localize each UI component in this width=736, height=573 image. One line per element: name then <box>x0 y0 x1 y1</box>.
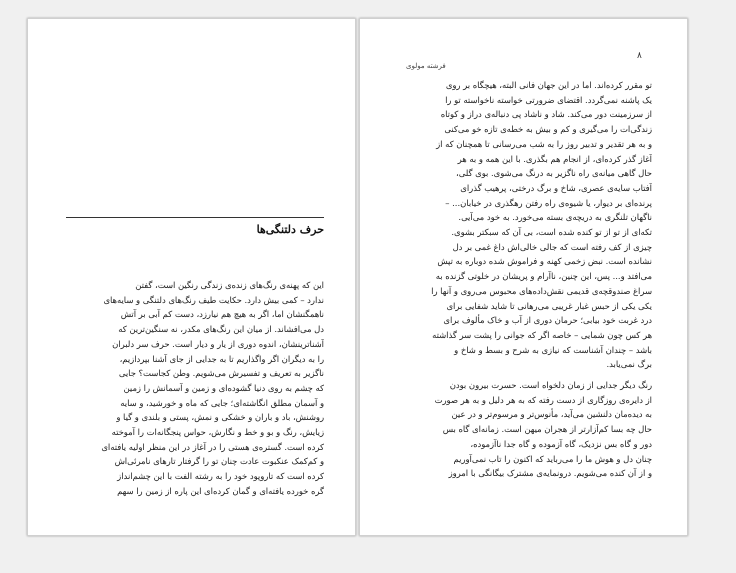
text-line: باشد – چندان آشناست که نیازی به شرح و بسط و شاخ و <box>454 344 652 355</box>
text-line: درد غربت خود بیابی؛ حرمان دوری از آب و خاک مألوف برای <box>443 315 652 326</box>
page-number: ۸ <box>637 51 642 61</box>
right-body-text <box>406 78 652 481</box>
text-line: روشنش، باد و باران و خشکی و نمش، پستی و بلندی و گیا و <box>116 412 324 423</box>
text-line: برگ نمی‌یابد. <box>606 359 652 370</box>
text-line: تو مقرر کرده‌اند. اما در این جهان فانی البته، هیچگاه بر روی <box>445 80 652 90</box>
text-line: دل می‌افشاند. از میان این رنگ‌های مکدر، نه سنگین‌ترین که <box>118 324 324 335</box>
text-line: هر کس چون شمایی – خاصه اگر که جوانی را پشت سر گذاشته <box>432 329 652 340</box>
text-line: حال گاهی میانه‌ی راه ناگزیر به درنگ می‌شوی. بوی گلی، <box>456 168 652 179</box>
text-line: ناگهان تلنگری به دریچه‌ی بسته می‌خورد. به خود می‌آیی. <box>458 212 652 223</box>
chapter-divider <box>66 217 324 218</box>
text-line: کرده است که تاروپود خود را به رشته الفت با این چشم‌انداز <box>117 471 324 482</box>
text-line: از سرزمینت دور می‌کند. شاد و ناشاد پی دنباله‌ی دراز و کوتاه <box>440 109 652 120</box>
text-line: چنان دل و هوش ما را می‌رباید که اکنون را تاب نمی‌آوریم <box>453 453 652 464</box>
chapter-title: حرف دلتنگی‌ها <box>256 223 324 236</box>
text-line: یک پاشنه نمی‌گردد. اقتضای ضرورتی خواسته ناخواسته تو را <box>445 94 652 105</box>
text-line: زندگی‌ات را می‌گیری و کم و بیش به خطه‌ی تازه خو می‌کنی <box>444 124 652 135</box>
text-line: را به دیگران اگر واگذاریم تا به جدایی از جای آشنا بپردازیم، <box>119 353 324 364</box>
text-line: ناگزیر به تعریف و تفسیرش می‌شویم. وطن کجاست؟ جایی <box>118 368 324 379</box>
text-line: پرنده‌ای بر دیوار، یا شیوه‌ی راه رفتن رهگذری در خیابان... – <box>445 197 652 208</box>
text-line: یکی یکی از حبس غبار غریبی می‌رهانی تا شاید شفایی برای <box>446 300 652 311</box>
text-line: کرده است. گستره‌ی هستی را در آغاز در این منظر اولیه یافته‌ای <box>101 441 324 452</box>
text-line: که چشم به روی دنیا گشوده‌ای و زمین و آسمانش را زمین <box>123 382 324 393</box>
left-body-text <box>66 278 324 499</box>
text-line: آغاز گذر کرده‌ای، از انجام هم بگذری. با این همه و به هر <box>457 153 652 164</box>
right-page <box>359 18 688 536</box>
text-line: به دیده‌مان دلنشین می‌آید، مأنوس‌تر و مرسوم‌تر و در عین <box>451 409 652 420</box>
text-line: حال چه بسا کم‌آزارتر از هجران میهن است. زمانه‌ای گاه بس <box>442 424 652 435</box>
text-line: زیایش، رنگ و بو و خط و نگارش، حواس پنجگانه‌ات را آموخته <box>111 427 324 438</box>
left-page <box>27 18 356 536</box>
text-line: و به هر تقدیر و تدبیر روز را به شب می‌رسانی تا همچنان که از <box>436 138 652 149</box>
text-line: ندارد – کمی بیش دارد. حکایت طیف رنگ‌های دلتنگی و سایه‌های <box>103 294 324 305</box>
text-line: می‌افتد و... پس، این چنین، ناآرام و پریشان در خلوتی گزنده به <box>435 271 652 282</box>
text-line: آفتاب سایه‌ی عصری، شاخ و برگ درختی، پرهیب گذرای <box>460 182 652 193</box>
text-line: آشناترینشان، اندوه دوری از یار و دیار است. حرف سر دلبران <box>112 338 324 349</box>
text-line: از دایره‌ی روزگاری از دست رفته که به هر دلیل و به هر صورت <box>434 394 652 405</box>
text-line: تکه‌ای از تو از تو کنده شده است، بی آن که سبکتر بشوی. <box>451 227 652 238</box>
text-line: چیزی از کف رفته است که جالی خالی‌اش داغ غمی بر دل <box>452 241 652 252</box>
text-line: رنگ دیگر جدایی از زمان دلخواه است. حسرت بیرون بودن <box>449 380 652 391</box>
text-line: و از آن کنده می‌شویم. درونمایه‌ی مشترک بیگانگی با امروز <box>448 468 652 479</box>
text-line: و کم‌کمک عنکبوت عادت چنان تو را گرفتار تارهای نامرئی‌اش <box>114 456 324 467</box>
text-line: نشانده است. نبض زخمی کهنه و فراموش شده دوباره به تپش <box>437 256 652 267</box>
text-line: این که پهنه‌ی رنگ‌های زنده‌ی زندگی رنگین است، گفتن <box>135 280 324 290</box>
text-line: گره خورده یافته‌ای و گمان کرده‌ای این پاره از زمین را سهم <box>117 485 324 496</box>
running-head: فرشته مولوی <box>406 62 446 70</box>
text-line: سراغ صندوقچه‌ی قدیمی نقش‌داده‌های محبوس می‌روی و آنها را <box>431 285 652 296</box>
text-line: و آسمان مطلق انگاشته‌ای؛ جایی که ماه و خورشید، و سایه <box>120 397 324 408</box>
text-line: ناهمگنشان اما، اگر به هیچ هم نیارزد، دست کم آبی بر آتش <box>120 309 324 320</box>
text-line: دور و گاه بس نزدیک، گاه آزموده و گاه جدا ناآزموده، <box>470 438 652 449</box>
